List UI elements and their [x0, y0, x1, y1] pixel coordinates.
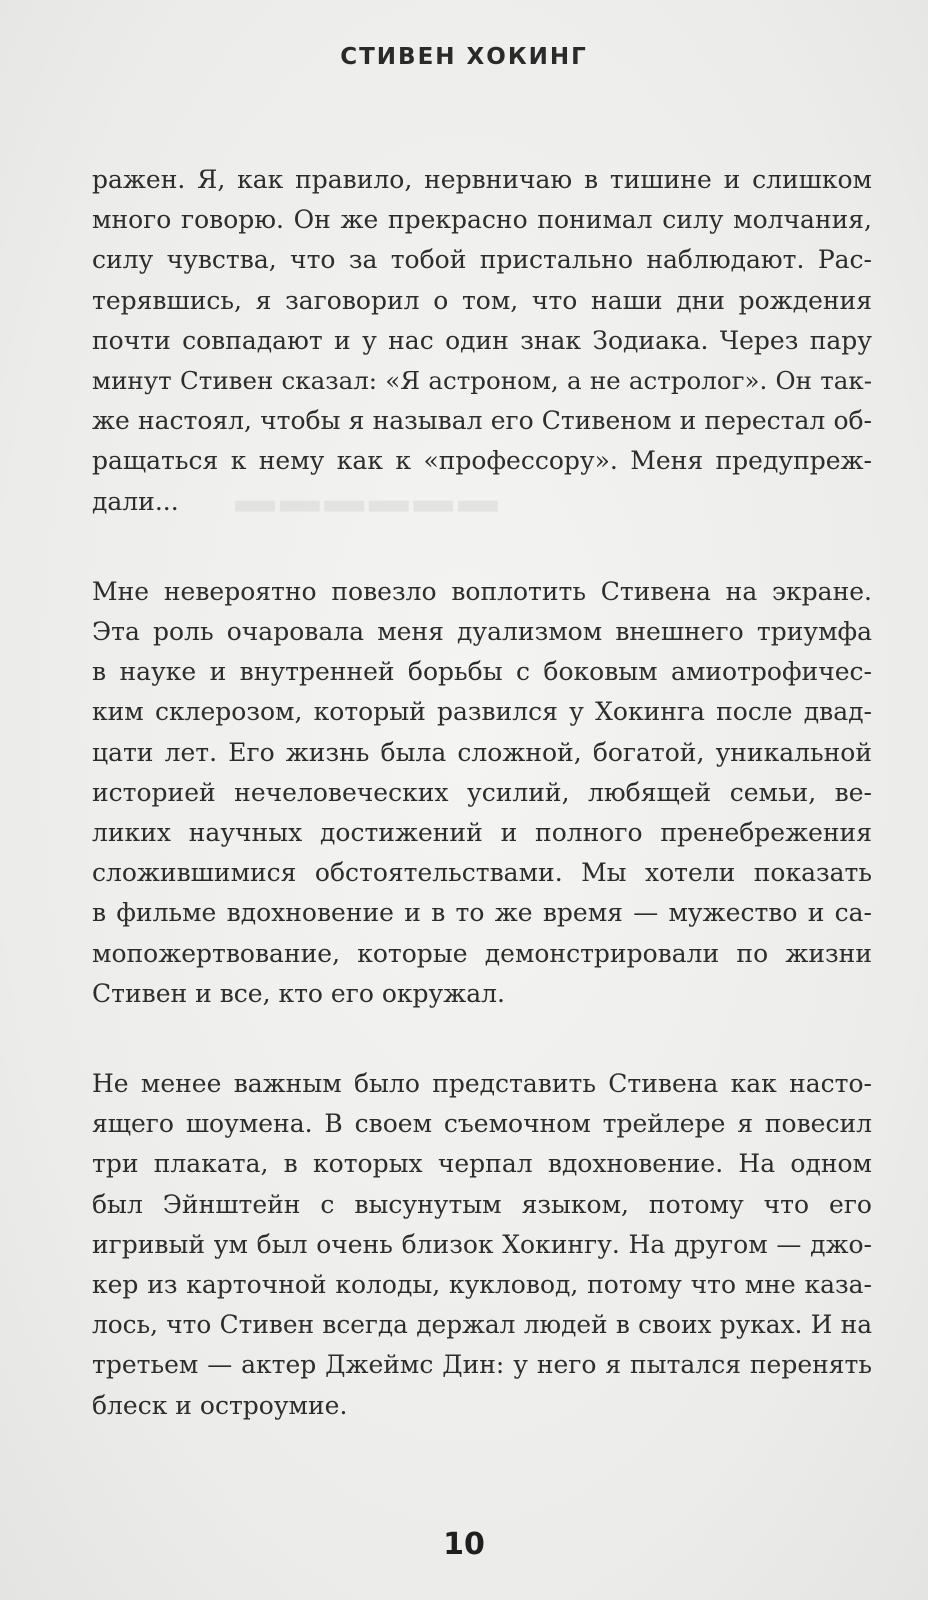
text-line: был Эйнштейн с высунутым языком, потому что его: [92, 1189, 872, 1219]
text-line: историей нечеловеческих усилий, любящей семьи, ве-: [92, 777, 872, 807]
text-line: в фильме вдохновение и в то же время — мужество и са-: [92, 898, 872, 928]
text-line: же настоял, чтобы я называл его Стивеном и перестал об-: [92, 406, 872, 436]
text-line: лось, что Стивен всегда держал людей в своих руках. И на: [92, 1310, 872, 1340]
text-line: сложившимися обстоятельствами. Мы хотели показать: [92, 858, 872, 888]
running-head: СТИВЕН ХОКИНГ: [340, 44, 588, 70]
text-line: дали...: [92, 486, 179, 516]
page-number: 10: [443, 1527, 485, 1562]
text-line: Не менее важным было представить Стивена как насто-: [92, 1069, 872, 1099]
text-line: почти совпадают и у нас один знак Зодиака. Через пару: [92, 325, 872, 355]
text-line: ращаться к нему как к «профессору». Меня предупреж-: [92, 446, 872, 476]
text-line: много говорю. Он же прекрасно понимал силу молчания,: [92, 205, 872, 235]
paragraph-1: [92, 160, 872, 522]
text-line: три плаката, в которых черпал вдохновение. На одном: [92, 1149, 872, 1179]
text-line: в науке и внутренней борьбы с боковым амиотрофичес-: [92, 657, 872, 687]
body-text: [92, 160, 872, 1426]
text-line: кер из карточной колоды, кукловод, потому что мне каза-: [92, 1270, 872, 1300]
paragraph-2: [92, 572, 872, 1014]
text-line: мопожертвование, которые демонстрировали по жизни: [92, 938, 872, 968]
text-line: терявшись, я заговорил о том, что наши дни рождения: [92, 285, 872, 315]
show-through-text: ━━━━━━: [230, 470, 498, 544]
text-line: Эта роль очаровала меня дуализмом внешнего триумфа: [92, 617, 872, 647]
text-line: силу чувства, что за тобой пристально наблюдают. Рас-: [92, 245, 872, 275]
text-line: Стивен и все, кто его окружал.: [92, 978, 505, 1008]
text-line: ражен. Я, как правило, нервничаю в тишине и слишком: [92, 165, 872, 194]
text-line: Мне невероятно повезло воплотить Стивена на экране.: [92, 576, 872, 606]
paragraph-3: [92, 1064, 872, 1426]
text-line: третьем — актер Джеймс Дин: у него я пытался перенять: [92, 1350, 872, 1380]
text-line: ким склерозом, который развился у Хокинга после двад-: [92, 697, 872, 727]
text-line: минут Стивен сказал: «Я астроном, а не астролог». Он так-: [92, 366, 872, 396]
text-line: блеск и остроумие.: [92, 1390, 348, 1420]
text-line: игривый ум был очень близок Хокингу. На другом — джо-: [92, 1229, 872, 1259]
text-line: ящего шоумена. В своем съемочном трейлере я повесил: [92, 1109, 872, 1139]
text-line: цати лет. Его жизнь была сложной, богатой, уникальной: [92, 737, 872, 767]
text-line: ликих научных достижений и полного пренебрежения: [92, 818, 872, 848]
